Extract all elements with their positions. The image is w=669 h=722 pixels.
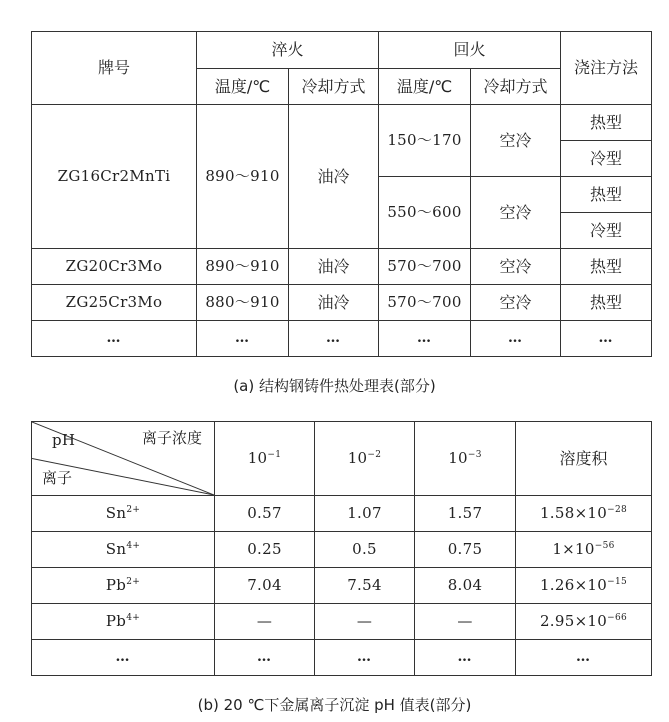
ph-value-cell: 7.04 bbox=[215, 568, 315, 604]
ellipsis-cell: … bbox=[315, 640, 415, 676]
temper-temp-cell: 550～600 bbox=[379, 177, 471, 249]
ph-value-cell: — bbox=[215, 604, 315, 640]
ellipsis-cell: … bbox=[415, 640, 516, 676]
ion-cell: $Sn^{4+}$ bbox=[32, 532, 215, 568]
ion-cell: $Pb^{2+}$ bbox=[32, 568, 215, 604]
quench-cooling-cell: 油冷 bbox=[289, 249, 379, 285]
corner-ph-label: pH bbox=[52, 431, 76, 449]
quench-temp-cell: 890～910 bbox=[197, 249, 289, 285]
corner-header bbox=[32, 422, 215, 496]
ellipsis-cell: … bbox=[197, 321, 289, 357]
ellipsis-cell: … bbox=[32, 321, 197, 357]
casting-method-cell: 热型 bbox=[561, 177, 652, 213]
casting-method-cell: 冷型 bbox=[561, 141, 652, 177]
ellipsis-cell: … bbox=[379, 321, 471, 357]
table-b-caption: (b) 20 ℃下金属离子沉淀 pH 值表(部分) bbox=[197, 696, 472, 714]
ph-value-cell: 7.54 bbox=[315, 568, 415, 604]
corner-concentration-label: 离子浓度 bbox=[141, 429, 202, 447]
temper-temp-cell: 570～700 bbox=[379, 285, 471, 321]
grade-cell: ZG25Cr3Mo bbox=[32, 285, 197, 321]
temper-temp-cell: 570～700 bbox=[379, 249, 471, 285]
ph-value-cell: 0.75 bbox=[415, 532, 516, 568]
quench-cooling-cell: 油冷 bbox=[289, 285, 379, 321]
ph-value-cell: 1.57 bbox=[415, 496, 516, 532]
ph-value-cell: 0.25 bbox=[215, 532, 315, 568]
header-casting-method: 浇注方法 bbox=[561, 32, 652, 105]
heat-treatment-table bbox=[31, 31, 652, 357]
header-concentration-2: $10^{-2}$ bbox=[315, 422, 415, 496]
ksp-cell: $1.26\times 10^{-15}$ bbox=[516, 568, 652, 604]
temper-cooling-cell: 空冷 bbox=[471, 177, 561, 249]
precipitation-ph-table bbox=[31, 421, 652, 676]
ellipsis-cell: … bbox=[215, 640, 315, 676]
ph-value-cell: — bbox=[415, 604, 516, 640]
header-concentration-3: $10^{-3}$ bbox=[415, 422, 516, 496]
ph-value-cell: 1.07 bbox=[315, 496, 415, 532]
header-grade: 牌号 bbox=[32, 32, 197, 105]
temper-cooling-cell: 空冷 bbox=[471, 105, 561, 177]
header-quench-cooling: 冷却方式 bbox=[289, 69, 379, 105]
ellipsis-cell: … bbox=[516, 640, 652, 676]
ion-cell: $Sn^{2+}$ bbox=[32, 496, 215, 532]
casting-method-cell: 冷型 bbox=[561, 213, 652, 249]
header-quench-temp: 温度/℃ bbox=[197, 69, 289, 105]
temper-cooling-cell: 空冷 bbox=[471, 285, 561, 321]
casting-method-cell: 热型 bbox=[561, 285, 652, 321]
ksp-cell: $1.58\times 10^{-28}$ bbox=[516, 496, 652, 532]
ph-value-cell: 8.04 bbox=[415, 568, 516, 604]
quench-temp-cell: 880～910 bbox=[197, 285, 289, 321]
ellipsis-cell: … bbox=[561, 321, 652, 357]
header-temper-cooling: 冷却方式 bbox=[471, 69, 561, 105]
casting-method-cell: 热型 bbox=[561, 105, 652, 141]
casting-method-cell: 热型 bbox=[561, 249, 652, 285]
quench-cooling-cell: 油冷 bbox=[289, 105, 379, 249]
ellipsis-cell: … bbox=[32, 640, 215, 676]
header-concentration-1: $10^{-1}$ bbox=[215, 422, 315, 496]
quench-temp-cell: 890～910 bbox=[197, 105, 289, 249]
ksp-cell: $1\times 10^{-56}$ bbox=[516, 532, 652, 568]
ellipsis-cell: … bbox=[289, 321, 379, 357]
temper-cooling-cell: 空冷 bbox=[471, 249, 561, 285]
header-quench: 淬火 bbox=[197, 32, 379, 69]
ksp-cell: $2.95\times 10^{-66}$ bbox=[516, 604, 652, 640]
header-solubility-product: 溶度积 bbox=[516, 422, 652, 496]
ion-cell: $Pb^{4+}$ bbox=[32, 604, 215, 640]
table-a-caption: (a) 结构钢铸件热处理表(部分) bbox=[233, 377, 436, 395]
grade-cell: ZG20Cr3Mo bbox=[32, 249, 197, 285]
ph-value-cell: 0.57 bbox=[215, 496, 315, 532]
temper-temp-cell: 150～170 bbox=[379, 105, 471, 177]
corner-ion-label: 离子 bbox=[42, 469, 73, 487]
ph-value-cell: 0.5 bbox=[315, 532, 415, 568]
ellipsis-cell: … bbox=[471, 321, 561, 357]
header-temper: 回火 bbox=[379, 32, 561, 69]
grade-cell: ZG16Cr2MnTi bbox=[32, 105, 197, 249]
header-temper-temp: 温度/℃ bbox=[379, 69, 471, 105]
ph-value-cell: — bbox=[315, 604, 415, 640]
